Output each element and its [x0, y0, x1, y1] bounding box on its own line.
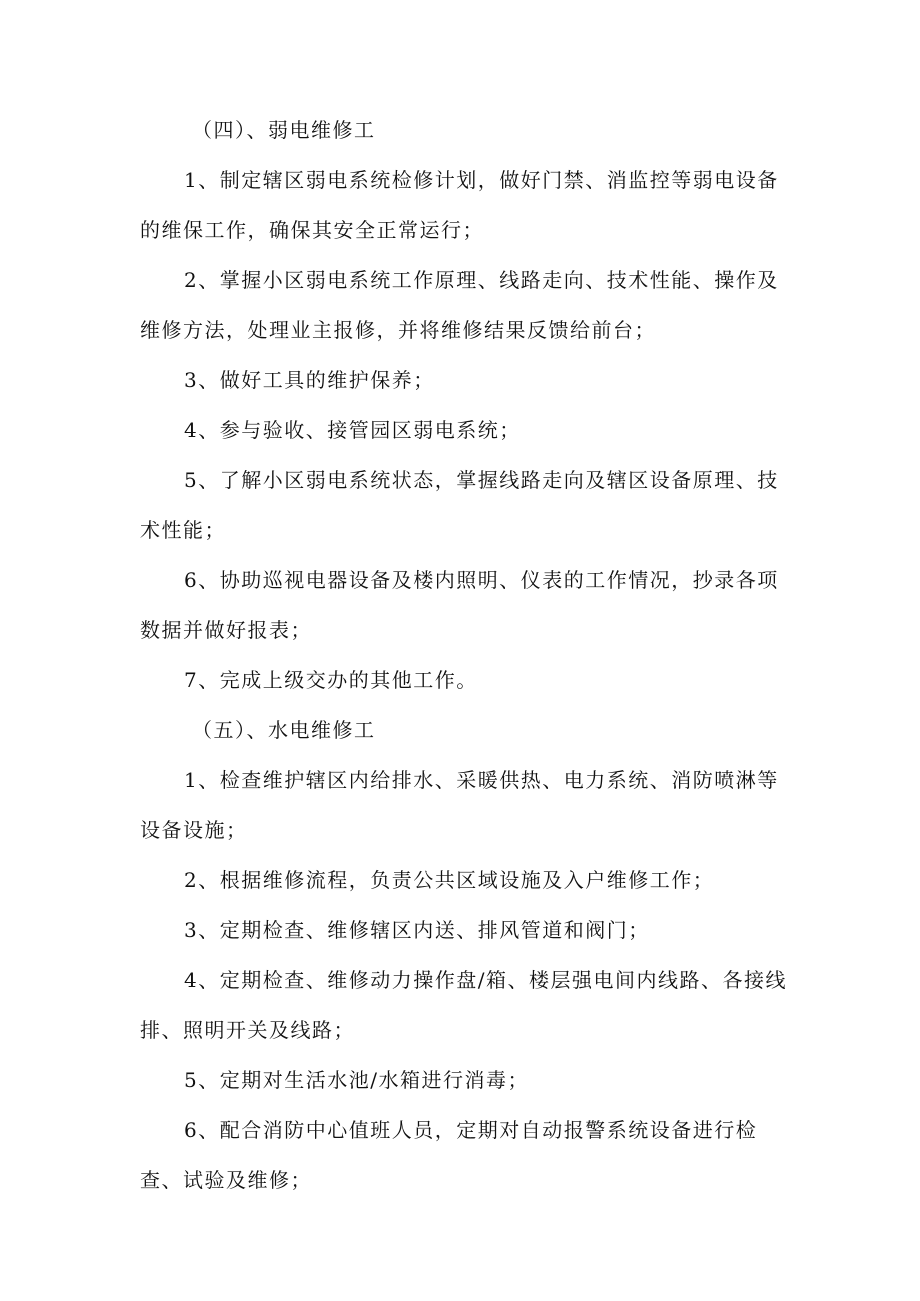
paragraph-5-3: 3、定期检查、维修辖区内送、排风管道和阀门；	[184, 918, 650, 942]
paragraph-4-7: 7、完成上级交办的其他工作。	[184, 668, 478, 692]
paragraph-4-4: 4、参与验收、接管园区弱电系统；	[184, 418, 521, 442]
paragraph-5-6: 6、配合消防中心值班人员，定期对自动报警系统设备进行检查、试验及维修；	[140, 1118, 758, 1192]
paragraph-4-5: 5、了解小区弱电系统状态，掌握线路走向及辖区设备原理、技术性能；	[140, 468, 779, 542]
paragraph-5-4: 4、定期检查、维修动力操作盘/箱、楼层强电间内线路、各接线排、照明开关及线路；	[140, 968, 787, 1042]
paragraph-4-6: 6、协助巡视电器设备及楼内照明、仪表的工作情况，抄录各项数据并做好报表；	[140, 568, 779, 642]
paragraph-4-1: 1、制定辖区弱电系统检修计划，做好门禁、消监控等弱电设备的维保工作，确保其安全正常运行；	[140, 168, 779, 242]
paragraph-4-2: 2、掌握小区弱电系统工作原理、线路走向、技术性能、操作及维修方法，处理业主报修，并将维修结果反馈给前台；	[140, 268, 779, 342]
section-heading-4: （四）、弱电维修工	[192, 118, 376, 142]
paragraph-5-1: 1、检查维护辖区内给排水、采暖供热、电力系统、消防喷淋等设备设施；	[140, 768, 779, 842]
paragraph-4-3: 3、做好工具的维护保养；	[184, 368, 435, 392]
paragraph-5-5: 5、定期对生活水池/水箱进行消毒；	[184, 1068, 529, 1092]
paragraph-5-2: 2、根据维修流程，负责公共区域设施及入户维修工作；	[184, 868, 715, 892]
section-heading-5: （五）、水电维修工	[192, 718, 376, 742]
